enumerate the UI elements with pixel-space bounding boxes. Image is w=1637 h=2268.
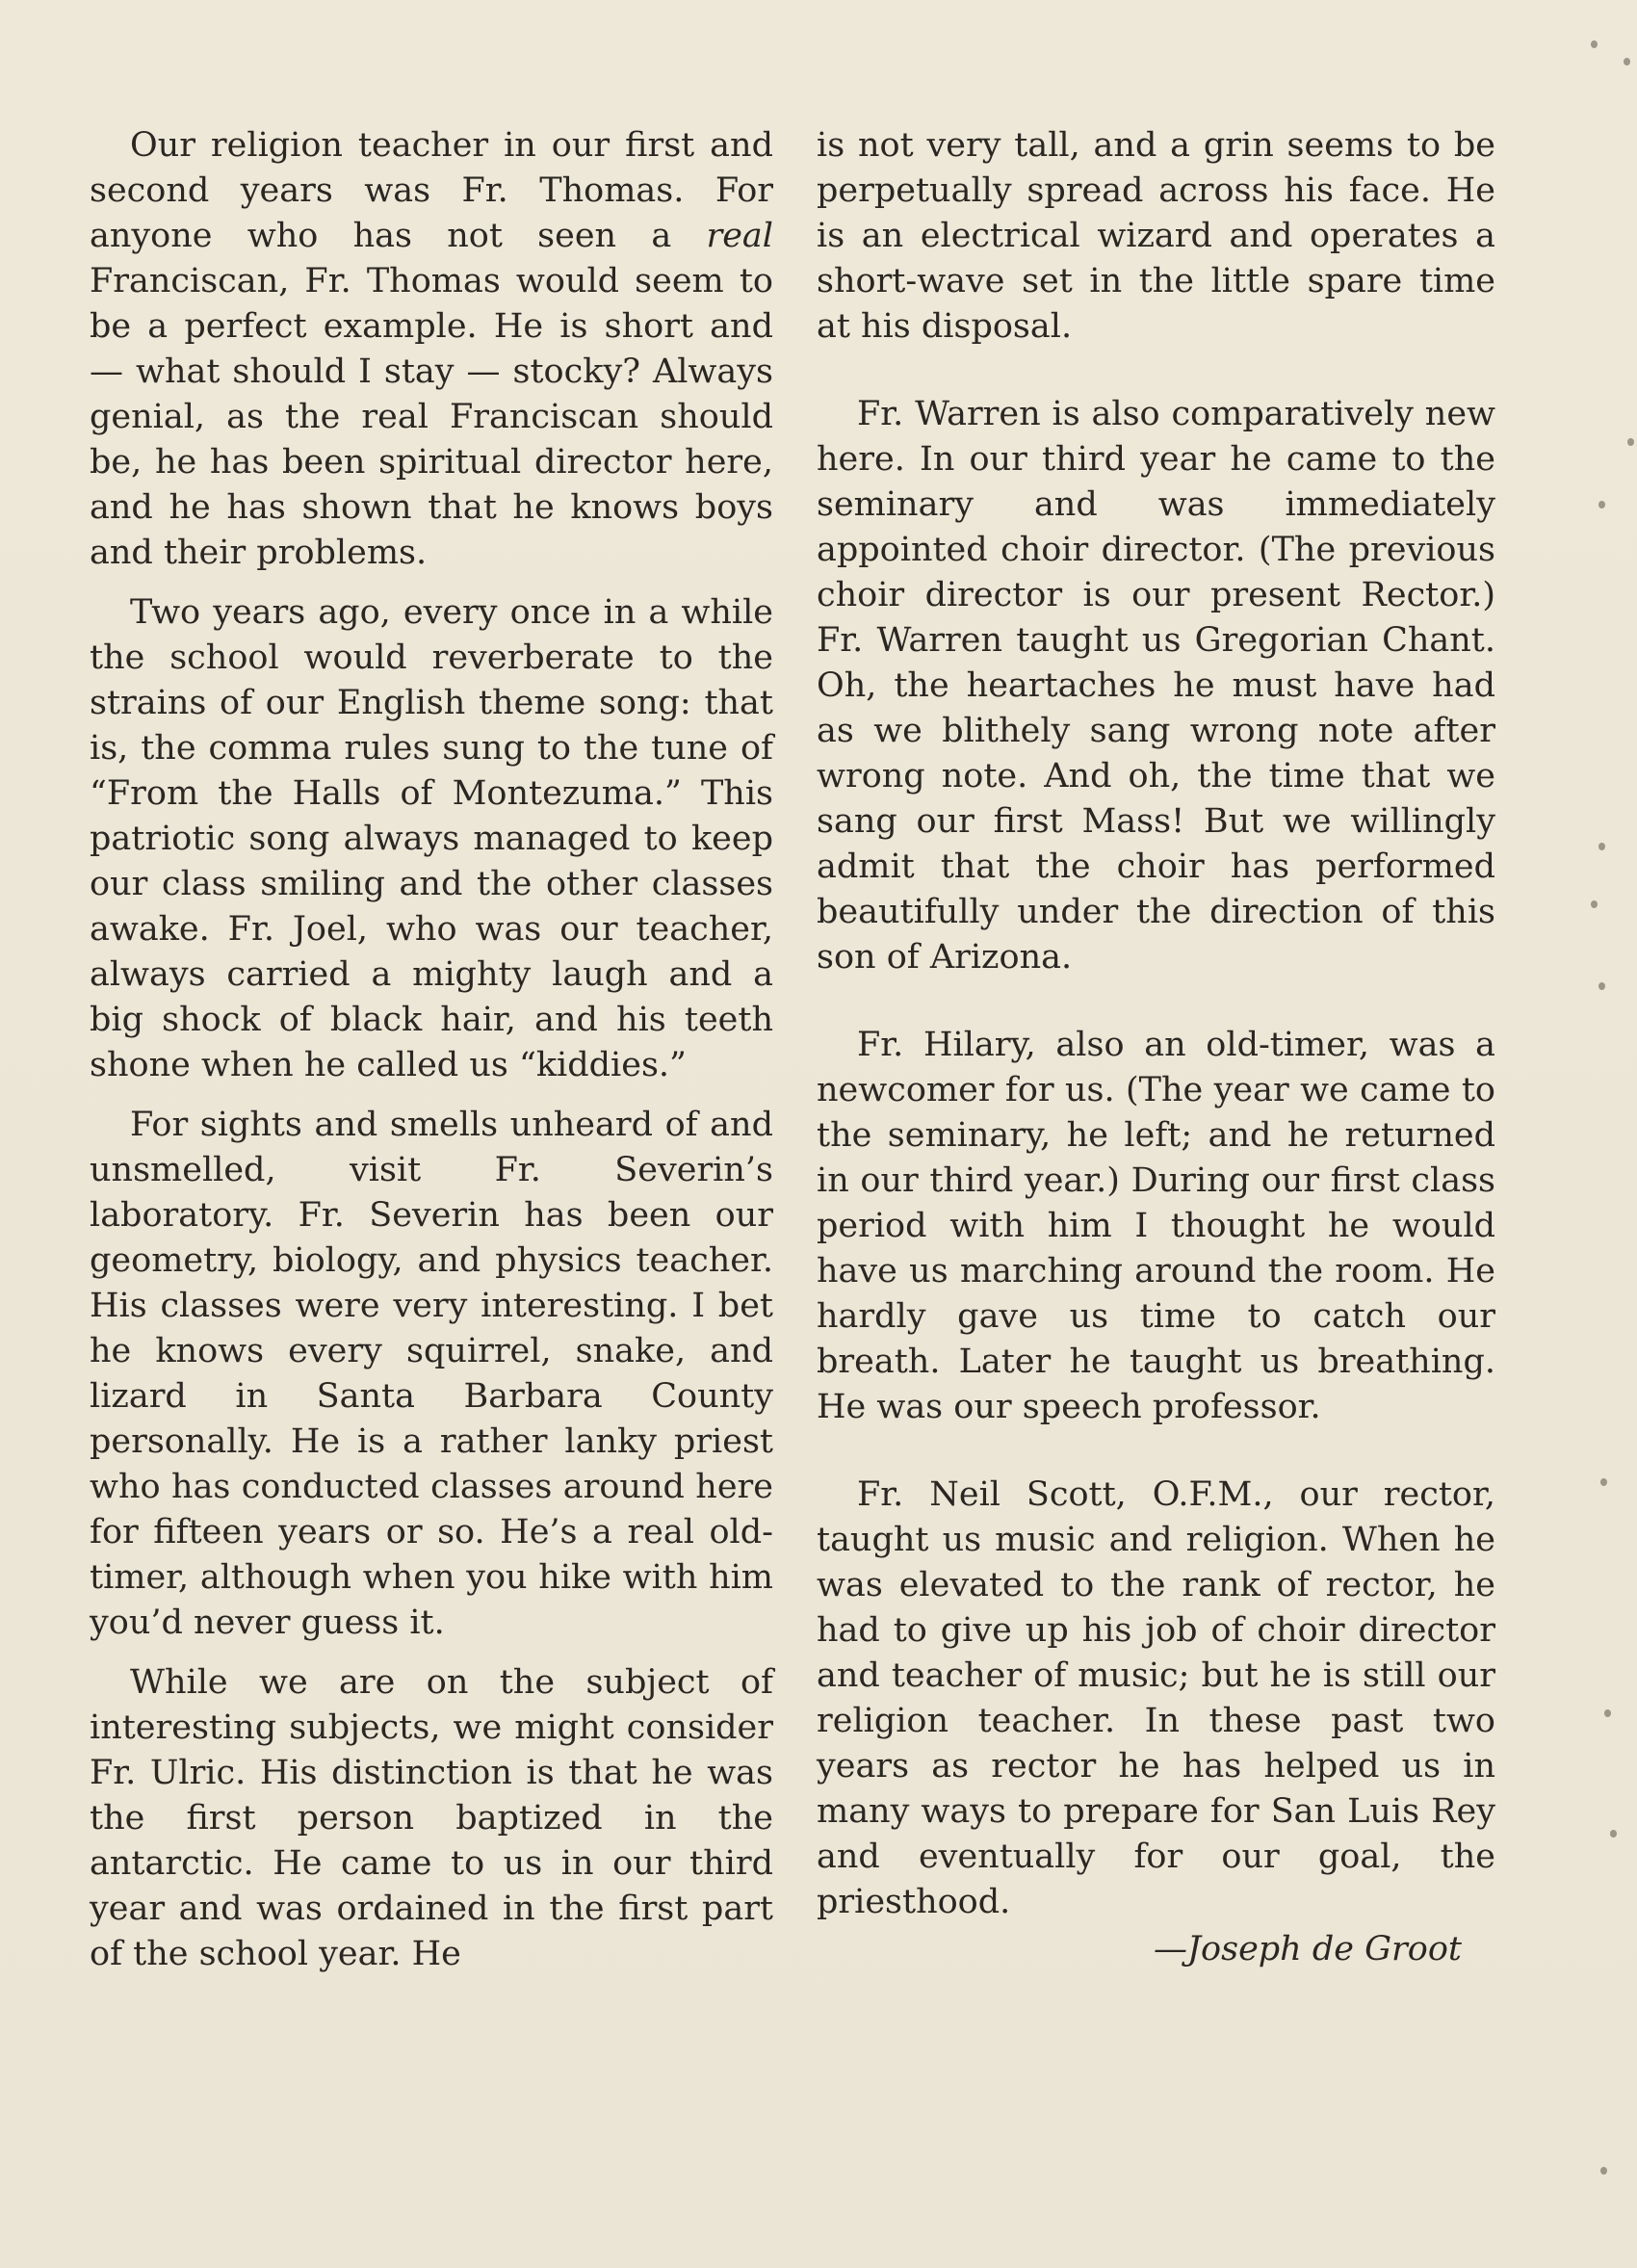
text-run: Franciscan, Fr. Thomas would seem to be a perfect example. He is short and — what should I stay — stocky? Always genial, as the real Franciscan should be, he has been spiritual director here, and he has shown that he knows boys and their problems. bbox=[90, 262, 773, 572]
paragraph bbox=[817, 1023, 1495, 1430]
text-run: Fr. Warren is also comparatively new here. In our third year he came to the seminary and was immediately appointed choir director. (The previous choir director is our present Rector.) Fr. Warren taught us Gregorian Chant. Oh, the heartaches he must have had as we blithely sang wrong note after wrong note. And oh, the time that we sang our first Mass! But we willingly admit that the choir has performed beautifully under the direction of this son of Arizona. bbox=[817, 395, 1495, 977]
punch-mark bbox=[1627, 438, 1634, 446]
paragraph bbox=[90, 590, 773, 1088]
author-signature: —Joseph de Groot bbox=[1154, 1930, 1462, 1968]
paragraph bbox=[817, 123, 1495, 350]
paragraph bbox=[90, 1660, 773, 1977]
paragraph bbox=[817, 392, 1495, 980]
text-run: Our religion teacher in our first and second years was Fr. Thomas. For anyone who has not seen a bbox=[90, 126, 773, 255]
punch-mark bbox=[1591, 900, 1598, 908]
text-run: For sights and smells unheard of and unsmelled, visit Fr. Severin’s laboratory. Fr. Severin has been our geometry, biology, and physics teacher. His classes were very interesting. I bet he knows every squirrel, snake, and lizard in Santa Barbara County personally. He is a rather lanky priest who has conducted classes around here for fifteen years or so. He’s a real old-timer, although when you hike with him you’d never guess it. bbox=[90, 1106, 773, 1642]
paragraph bbox=[90, 123, 773, 576]
text-run: Two years ago, every once in a while the school would reverberate to the strains of our English theme song: that is, the comma rules sung to the tune of “From the Halls of Montezuma.” This patriotic song always managed to keep our class smiling and the other classes awake. Fr. Joel, who was our teacher, always carried a mighty laugh and a big shock of black hair, and his teeth shone when he called us “kiddies.” bbox=[90, 593, 773, 1084]
punch-mark bbox=[1604, 1709, 1611, 1717]
punch-mark bbox=[1624, 58, 1630, 65]
paragraph bbox=[90, 1103, 773, 1646]
left-column bbox=[90, 123, 773, 1992]
punch-mark bbox=[1610, 1830, 1617, 1838]
text-run: is not very tall, and a grin seems to be perpetually spread across his face. He is an electrical wizard and operates a short-wave set in the little spare time at his disposal. bbox=[817, 126, 1495, 346]
text-run: While we are on the subject of interesting subjects, we might consider Fr. Ulric. His distinction is that he was the first person baptized in the antarctic. He came to us in our third year and was ordained in the first part of the school year. He bbox=[90, 1663, 773, 1973]
punch-mark bbox=[1600, 2167, 1607, 2175]
punch-mark bbox=[1591, 40, 1598, 48]
text-run: Fr. Hilary, also an old-timer, was a newcomer for us. (The year we came to the seminary, he left; and he returned in our third year.) During our first class period with him I thought he would have us marching around the room. He hardly gave us time to catch our breath. Later he taught us breathing. He was our speech professor. bbox=[817, 1026, 1495, 1426]
punch-mark bbox=[1598, 501, 1605, 508]
emphasis-text: real bbox=[706, 217, 773, 255]
paragraph bbox=[817, 1473, 1495, 1925]
punch-mark bbox=[1598, 982, 1605, 990]
punch-mark bbox=[1600, 1478, 1607, 1486]
punch-mark bbox=[1598, 843, 1605, 850]
right-column bbox=[817, 123, 1495, 1972]
text-run: Fr. Neil Scott, O.F.M., our rector, taught us music and religion. When he was elevated to the rank of rector, he had to give up his job of choir director and teacher of music; but he is still our religion teacher. In these past two years as rector he has helped us in many ways to prepare for San Luis Rey and eventually for our goal, the priesthood. bbox=[817, 1475, 1495, 1921]
